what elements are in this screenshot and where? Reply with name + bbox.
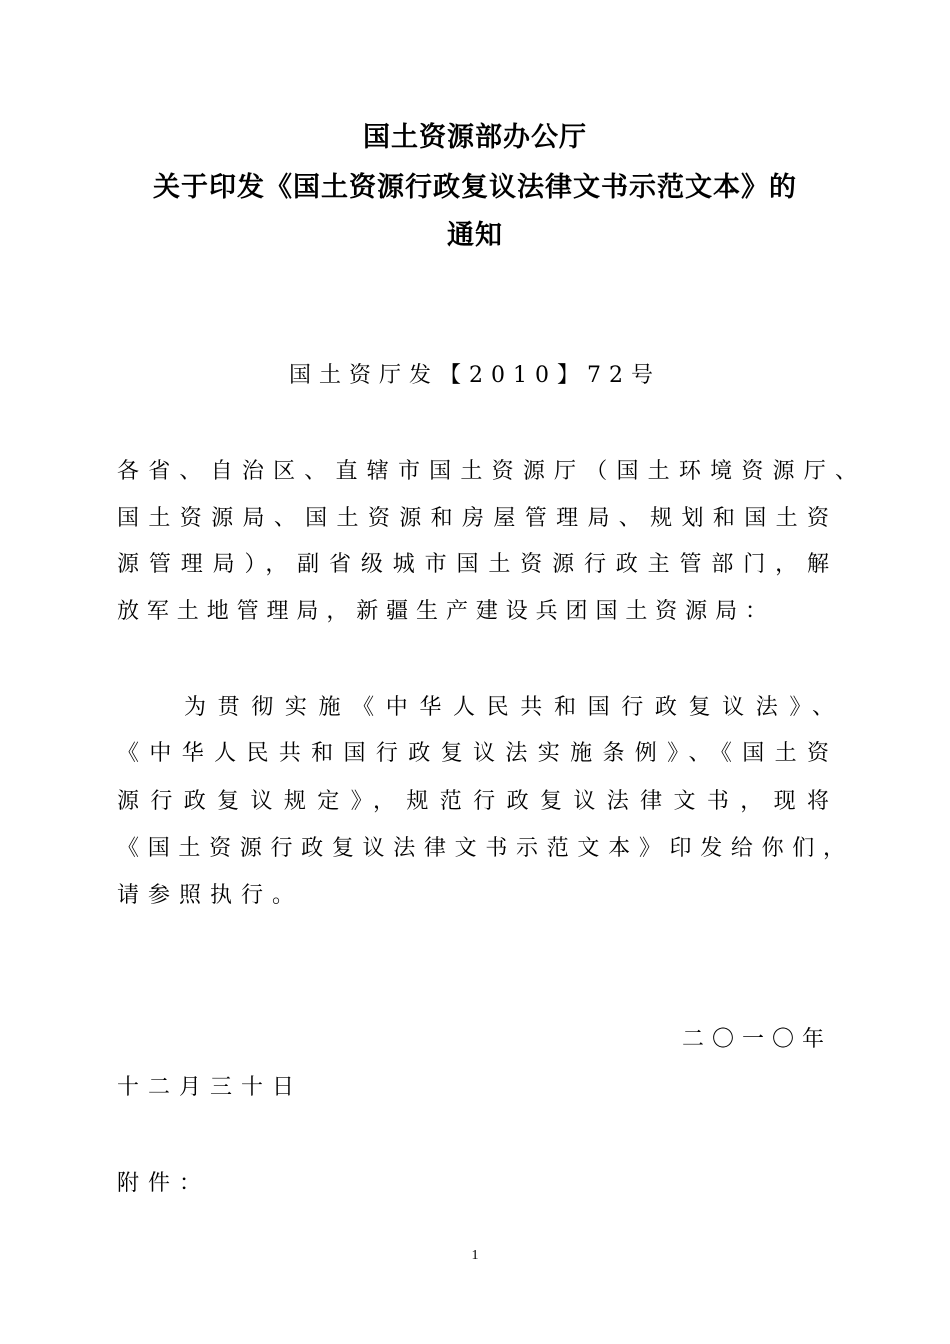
document-number: 国土资厅发【2010】72号 bbox=[289, 363, 661, 388]
addressee-line-3: 源管理局），副省级城市国土资源行政主管部门，解 bbox=[117, 552, 829, 577]
page-number: 1 bbox=[471, 1248, 479, 1263]
body-line-3: 源行政复议规定》，规范行政复议法律文书，现将 bbox=[117, 789, 829, 814]
document-title-line-1: 国土资源部办公厅 bbox=[363, 122, 587, 153]
body-line-4: 《国土资源行政复议法律文书示范文本》印发给你们， bbox=[117, 836, 845, 861]
body-line-2: 《中华人民共和国行政复议法实施条例》、《国土资 bbox=[117, 741, 829, 766]
addressee-line-2: 国土资源局、国土资源和房屋管理局、规划和国土资 bbox=[117, 506, 829, 531]
date-day: 十二月三十日 bbox=[117, 1075, 304, 1100]
date-year: 二〇一〇年 bbox=[681, 1027, 832, 1052]
body-line-1: 为贯彻实施《中华人民共和国行政复议法》、 bbox=[184, 695, 834, 720]
attachment-label: 附件： bbox=[117, 1171, 211, 1196]
document-title-line-3: 通知 bbox=[447, 220, 503, 251]
body-line-5: 请参照执行。 bbox=[117, 883, 304, 908]
addressee-line-4: 放军土地管理局，新疆生产建设兵团国土资源局： bbox=[117, 599, 767, 624]
addressee-line-1: 各省、自治区、直辖市国土资源厅（国土环境资源厅、 bbox=[117, 459, 857, 484]
document-title-line-2: 关于印发《国土资源行政复议法律文书示范文本》的 bbox=[153, 172, 797, 203]
